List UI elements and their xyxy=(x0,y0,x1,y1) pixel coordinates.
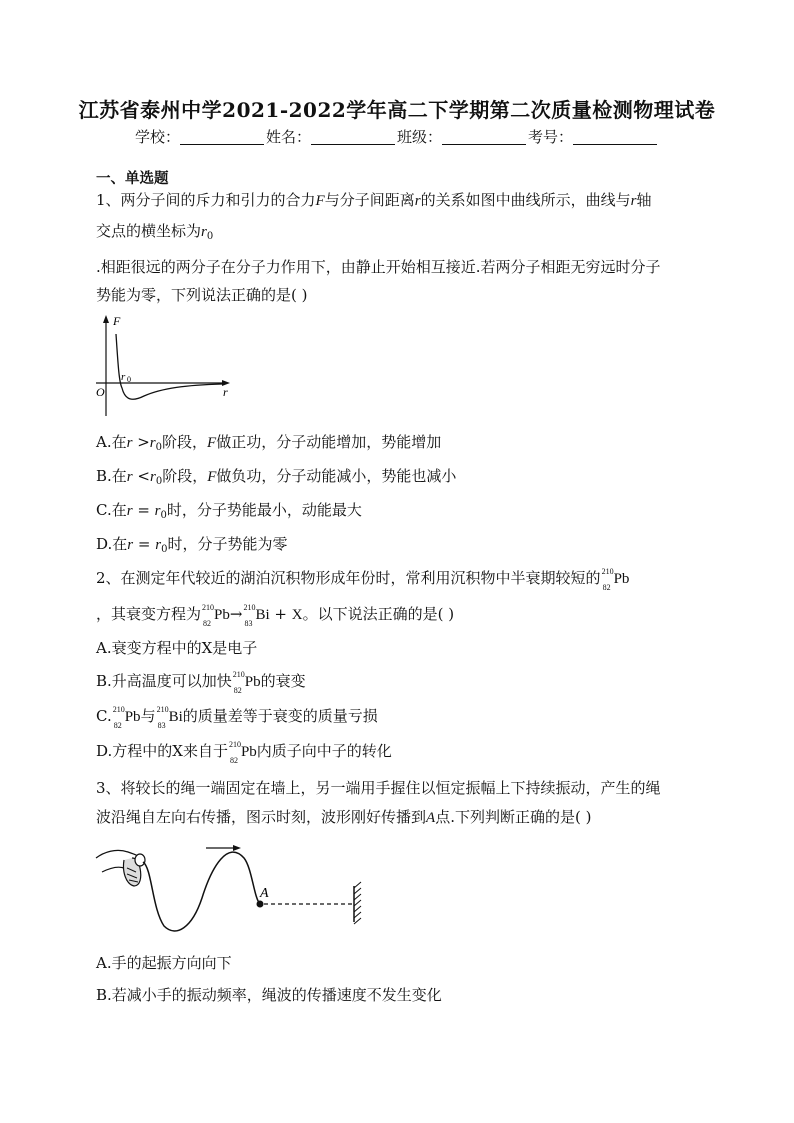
q2-option-b[interactable] xyxy=(96,670,306,695)
mass-number: 210 xyxy=(243,603,256,612)
school-blank[interactable] xyxy=(180,128,264,145)
opt-var: r xyxy=(154,503,161,519)
point-a-dot xyxy=(257,901,264,908)
opt-text: 与 xyxy=(140,707,156,725)
opt-text: A.在 xyxy=(96,433,127,451)
nuclide-pb xyxy=(112,705,141,730)
opt-text: B.升高温度可以加快 xyxy=(96,672,232,690)
mass-number: 210 xyxy=(228,740,241,749)
q2-stem-line1 xyxy=(96,567,630,592)
element-symbol: Pb xyxy=(240,744,257,760)
mass-number: 210 xyxy=(601,567,614,576)
name-blank[interactable] xyxy=(311,128,395,145)
element-symbol: Pb xyxy=(214,607,230,623)
q3-option-a[interactable]: A.手的起振方向向下 xyxy=(96,954,232,972)
rope-wave xyxy=(143,852,260,931)
wall-hatch xyxy=(354,882,361,924)
element-symbol: Pb xyxy=(613,571,630,587)
opt-text: = xyxy=(133,535,156,553)
force-distance-graph xyxy=(92,312,237,420)
q2-text: 。以下说法正确的是( ) xyxy=(302,605,455,623)
opt-text: 时，分子势能最小，动能最大 xyxy=(166,501,362,519)
opt-text: 阶段， xyxy=(162,467,208,485)
graph-label-r0: r xyxy=(121,371,126,383)
class-label: 班级： xyxy=(397,128,443,146)
q1-stem-line4: 势能为零，下列说法正确的是( ) xyxy=(96,286,308,304)
atomic-number: 83 xyxy=(157,721,166,730)
q2-option-c[interactable] xyxy=(96,705,378,730)
opt-var: r xyxy=(127,537,134,553)
nuclide-pb xyxy=(202,603,230,628)
q3-point-A: A xyxy=(426,810,436,826)
name-label: 姓名： xyxy=(265,128,311,146)
q1-text: 与分子间距离 xyxy=(324,191,415,209)
reaction-arrow: → xyxy=(229,605,243,623)
q1-var-r: r xyxy=(414,193,421,209)
atomic-number: 83 xyxy=(244,619,253,628)
opt-text: D.在 xyxy=(96,535,128,553)
graph-label-O: O xyxy=(96,385,105,399)
opt-sub: 0 xyxy=(160,510,167,521)
rope-wave-figure xyxy=(94,838,368,938)
section-heading: 一、单选题 xyxy=(96,170,169,187)
opt-text: > xyxy=(132,433,150,451)
graph-label-r: r xyxy=(223,385,228,399)
particle-x: X xyxy=(291,607,303,623)
opt-var: r xyxy=(155,537,162,553)
q1-option-d[interactable] xyxy=(96,534,287,560)
q2-option-a[interactable]: A.衰变方程中的X是电子 xyxy=(96,639,258,657)
opt-var: F xyxy=(207,469,217,485)
q1-option-b[interactable] xyxy=(96,466,456,492)
atomic-number: 82 xyxy=(229,756,238,765)
student-info-line xyxy=(0,126,794,147)
exam-title: 江苏省泰州中学2021-2022学年高二下学期第二次质量检测物理试卷 xyxy=(78,98,716,122)
q2-text: ，其衰变方程为 xyxy=(96,605,202,623)
nuclide-bi xyxy=(156,705,183,730)
q1-text: 的关系如图中曲线所示，曲线与 xyxy=(420,191,631,209)
point-a-label: A xyxy=(260,886,269,901)
q1-text: 交点的横坐标为 xyxy=(96,222,202,240)
atomic-number: 82 xyxy=(233,686,242,695)
atomic-number: 82 xyxy=(203,619,212,628)
graph-y-arrow xyxy=(103,315,109,323)
opt-sub: 0 xyxy=(155,442,163,453)
q1-var-r: r xyxy=(201,224,207,240)
opt-text: 做正功，分子动能增加，势能增加 xyxy=(216,433,442,451)
q2-text: 2、在测定年代较近的湖泊沉积物形成年份时，常利用沉积物中半衰期较短的 xyxy=(96,569,601,587)
mass-number: 210 xyxy=(232,670,245,679)
q3-stem-line1: 3、将较长的绳一端固定在墙上，另一端用手握住以恒定振幅上下持续振动，产生的绳 xyxy=(96,779,661,797)
plus-sign: + xyxy=(269,605,292,623)
mass-number: 210 xyxy=(112,705,125,714)
q1-stem-line2 xyxy=(96,221,213,247)
opt-sub: 0 xyxy=(161,544,168,555)
q1-option-a[interactable] xyxy=(96,432,441,458)
element-symbol: Bi xyxy=(255,607,270,623)
opt-text: 的衰变 xyxy=(260,672,306,690)
opt-var: r xyxy=(126,469,133,485)
nuclide-pb xyxy=(601,567,630,592)
nuclide-bi xyxy=(243,603,270,628)
school-label: 学校： xyxy=(134,128,180,146)
element-symbol: Bi xyxy=(168,709,183,725)
opt-var: r xyxy=(149,435,156,451)
opt-text: 阶段， xyxy=(162,433,208,451)
opt-sub: 0 xyxy=(155,476,163,487)
mass-number: 210 xyxy=(202,603,215,612)
opt-text: 做负功，分子动能减小，势能也减小 xyxy=(216,467,457,485)
atomic-number: 82 xyxy=(113,721,122,730)
number-blank[interactable] xyxy=(573,128,657,145)
opt-text: < xyxy=(132,467,150,485)
opt-var: r xyxy=(126,435,133,451)
mass-number: 210 xyxy=(156,705,169,714)
opt-text: = xyxy=(132,501,155,519)
opt-var: F xyxy=(207,435,217,451)
q1-option-c[interactable] xyxy=(96,500,362,526)
opt-text: 时，分子势能为零 xyxy=(167,535,288,553)
q1-stem-line3: .相距很远的两分子在分子力作用下，由静止开始相互接近.若两分子相距无穷远时分子 xyxy=(96,258,661,276)
q1-var-F: F xyxy=(315,193,325,209)
nuclide-pb xyxy=(228,740,257,765)
propagation-arrowhead xyxy=(233,845,241,851)
hand-icon xyxy=(96,850,145,886)
q1-text: 轴 xyxy=(636,191,652,209)
opt-text: 内质子向中子的转化 xyxy=(256,742,392,760)
opt-var: r xyxy=(149,469,156,485)
q1-subscript: 0 xyxy=(206,231,214,242)
opt-text: D.方程中的X来自于 xyxy=(96,742,228,760)
q3-text: 波沿绳自左向右传播，图示时刻，波形刚好传播到 xyxy=(96,808,427,826)
nuclide-pb xyxy=(232,670,261,695)
q3-stem-line2 xyxy=(96,807,591,828)
opt-text: C.在 xyxy=(96,501,127,519)
q2-option-d[interactable] xyxy=(96,740,392,765)
q3-option-b[interactable]: B.若减小手的振动频率，绳波的传播速度不发生变化 xyxy=(96,986,442,1004)
q1-stem-line1 xyxy=(96,190,651,211)
atomic-number: 82 xyxy=(602,583,611,592)
force-curve xyxy=(116,334,222,399)
number-label: 考号： xyxy=(528,128,574,146)
class-blank[interactable] xyxy=(442,128,526,145)
opt-text: B.在 xyxy=(96,467,127,485)
opt-text: C. xyxy=(96,707,112,725)
element-symbol: Pb xyxy=(244,674,261,690)
graph-label-r0-sub: 0 xyxy=(127,375,131,384)
opt-var: r xyxy=(126,503,133,519)
q1-var-r: r xyxy=(630,193,637,209)
opt-text: 的质量差等于衰变的质量亏损 xyxy=(182,707,378,725)
graph-label-F: F xyxy=(113,314,121,328)
q2-stem-line2 xyxy=(96,603,455,628)
q3-text: 点.下列判断正确的是( ) xyxy=(435,808,592,826)
q1-text: 1、两分子间的斥力和引力的合力 xyxy=(96,191,316,209)
element-symbol: Pb xyxy=(124,709,141,725)
